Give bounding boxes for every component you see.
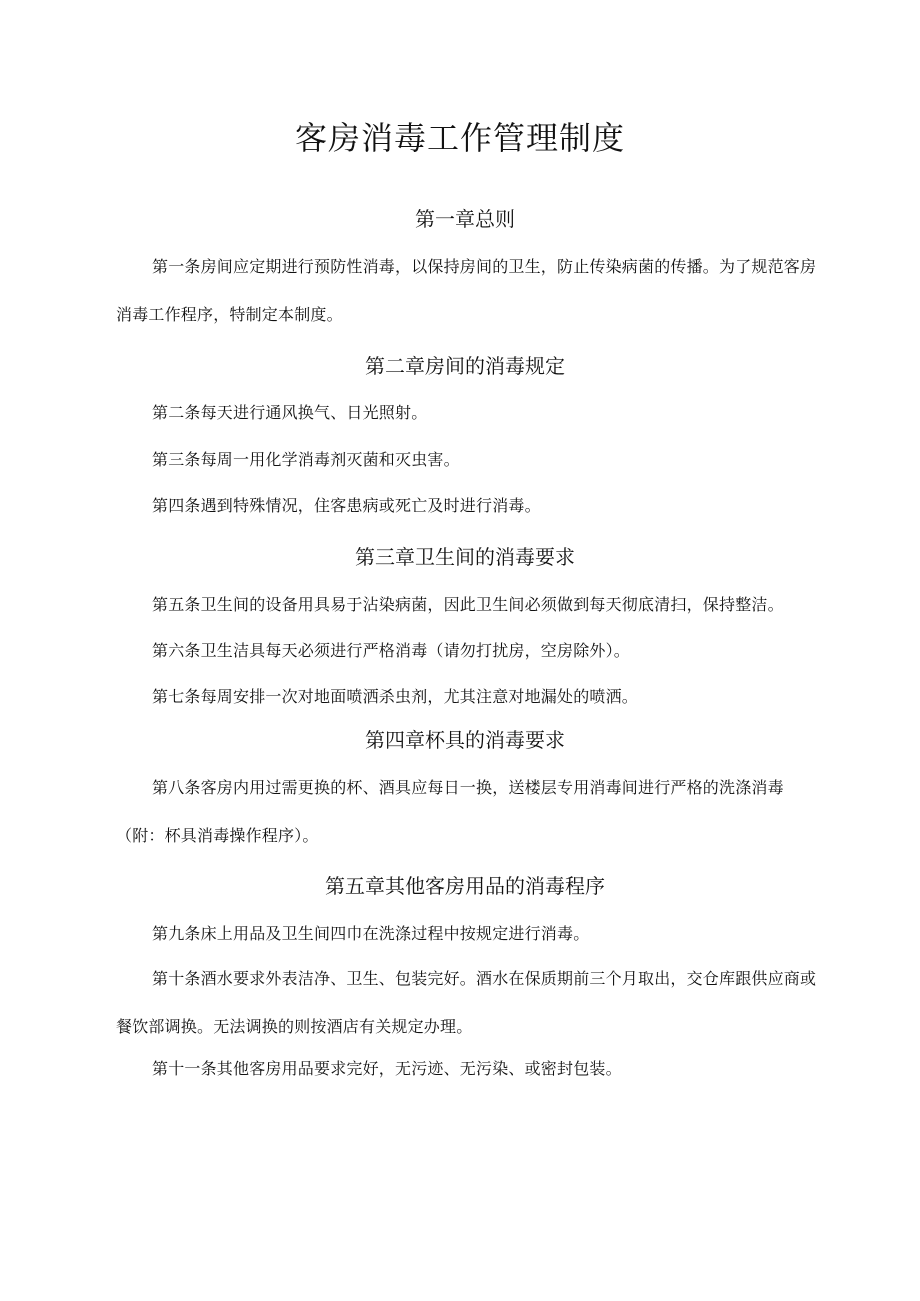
article-4: 第四条遇到特殊情况，住客患病或死亡及时进行消毒。 [152,496,541,515]
article-7: 第七条每周安排一次对地面喷洒杀虫剂，尤其注意对地漏处的喷洒。 [152,687,639,706]
chapter-1-heading: 第一章总则 [415,207,515,231]
chapter-2-heading: 第二章房间的消毒规定 [365,354,565,378]
article-9: 第九条床上用品及卫生间四巾在洗涤过程中按规定进行消毒。 [152,924,590,943]
article-11: 第十一条其他客房用品要求完好，无污迹、无污染、或密封包装。 [152,1059,622,1078]
chapter-5-heading: 第五章其他客房用品的消毒程序 [325,874,605,898]
article-3: 第三条每周一用化学消毒剂灭菌和灭虫害。 [152,450,460,469]
article-2: 第二条每天进行通风换气、日光照射。 [152,403,428,422]
chapter-3-heading: 第三章卫生间的消毒要求 [355,545,575,569]
article-5: 第五条卫生间的设备用具易于沾染病菌，因此卫生间必须做到每天彻底清扫，保持整洁。 [152,595,784,614]
article-1: 第一条房间应定期进行预防性消毒，以保持房间的卫生，防止传染病菌的传播。为了规范客房消毒工作程序，特制定本制度。 [116,257,817,324]
article-8: 第八条客房内用过需更换的杯、酒具应每日一换，送楼层专用消毒间进行严格的洗涤消毒（附：杯具消毒操作程序）。 [116,778,784,845]
chapter-4-heading: 第四章杯具的消毒要求 [365,728,565,752]
article-10: 第十条酒水要求外表洁净、卫生、包装完好。酒水在保质期前三个月取出，交仓库跟供应商或餐饮部调换。无法调换的则按酒店有关规定办理。 [116,969,817,1036]
article-6: 第六条卫生洁具每天必须进行严格消毒（请勿打扰房，空房除外）。 [152,641,631,660]
document-title: 客房消毒工作管理制度 [294,119,625,157]
